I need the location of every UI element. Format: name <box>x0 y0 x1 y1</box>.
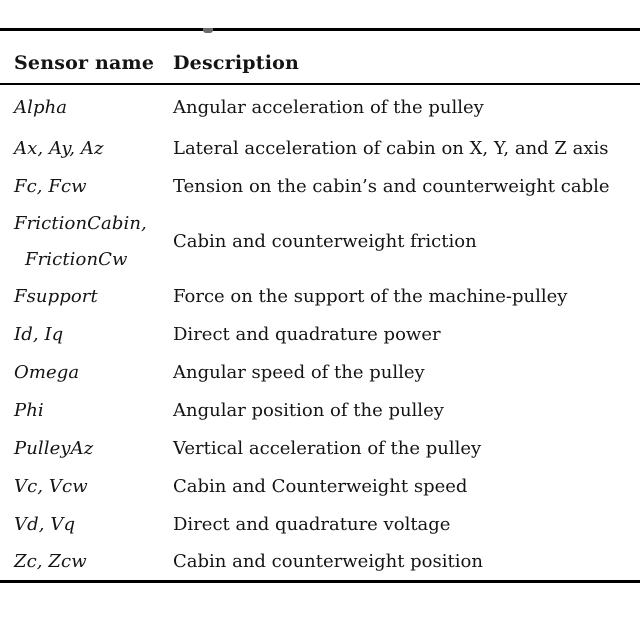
description-cell: Direct and quadrature power <box>173 324 441 345</box>
sensor-name-cell: Fsupport <box>14 286 98 307</box>
table-row <box>0 278 640 316</box>
description-cell: Angular position of the pulley <box>173 400 444 421</box>
table-row <box>0 84 640 130</box>
sensor-name-cell: Phi <box>14 400 44 421</box>
sensor-name-cell: Id, Iq <box>14 324 64 345</box>
table-row <box>0 130 640 168</box>
sensor-name-cell: Omega <box>14 362 80 383</box>
table-row <box>0 544 640 582</box>
cropped-caption-fragment <box>203 28 213 33</box>
table-row <box>0 392 640 430</box>
sensor-name-line1: FrictionCabin, <box>14 212 147 234</box>
column-header-sensor-name: Sensor name <box>14 51 155 74</box>
table-row <box>0 430 640 468</box>
description-cell: Angular speed of the pulley <box>173 362 425 383</box>
table-row <box>0 506 640 544</box>
sensor-name-cell: Fc, Fcw <box>14 176 87 197</box>
table-row <box>0 206 640 278</box>
description-cell: Tension on the cabin’s and counterweight cable <box>173 176 610 197</box>
description-cell: Vertical acceleration of the pulley <box>173 438 482 459</box>
header-row <box>0 30 640 84</box>
description-cell: Lateral acceleration of cabin on X, Y, and Z axis <box>173 138 609 159</box>
table-row <box>0 316 640 354</box>
table-body <box>0 84 640 582</box>
sensor-name-cell: PulleyAz <box>14 438 94 459</box>
sensor-name-cell: Vd, Vq <box>14 514 76 535</box>
sensor-name-cell: Alpha <box>14 96 68 118</box>
description-cell: Cabin and Counterweight speed <box>173 476 468 497</box>
table-row <box>0 168 640 206</box>
table-row <box>0 468 640 506</box>
description-cell: Cabin and counterweight position <box>173 551 483 573</box>
sensor-name-cell: Vc, Vcw <box>14 476 88 497</box>
sensor-name-cell: Ax, Ay, Az <box>14 138 104 159</box>
description-cell: Direct and quadrature voltage <box>173 514 451 535</box>
column-header-description: Description <box>173 51 300 74</box>
sensor-name-cell <box>0 206 173 278</box>
table-header <box>0 30 640 84</box>
description-cell: Force on the support of the machine-pulley <box>173 286 568 307</box>
table-row <box>0 354 640 392</box>
sensor-description-table <box>0 28 640 583</box>
sensor-name-cell: Zc, Zcw <box>14 551 87 573</box>
description-cell: Angular acceleration of the pulley <box>173 96 484 118</box>
sensor-name-line2: FrictionCw <box>25 248 128 270</box>
page <box>0 28 640 621</box>
description-cell: Cabin and counterweight friction <box>173 231 477 252</box>
